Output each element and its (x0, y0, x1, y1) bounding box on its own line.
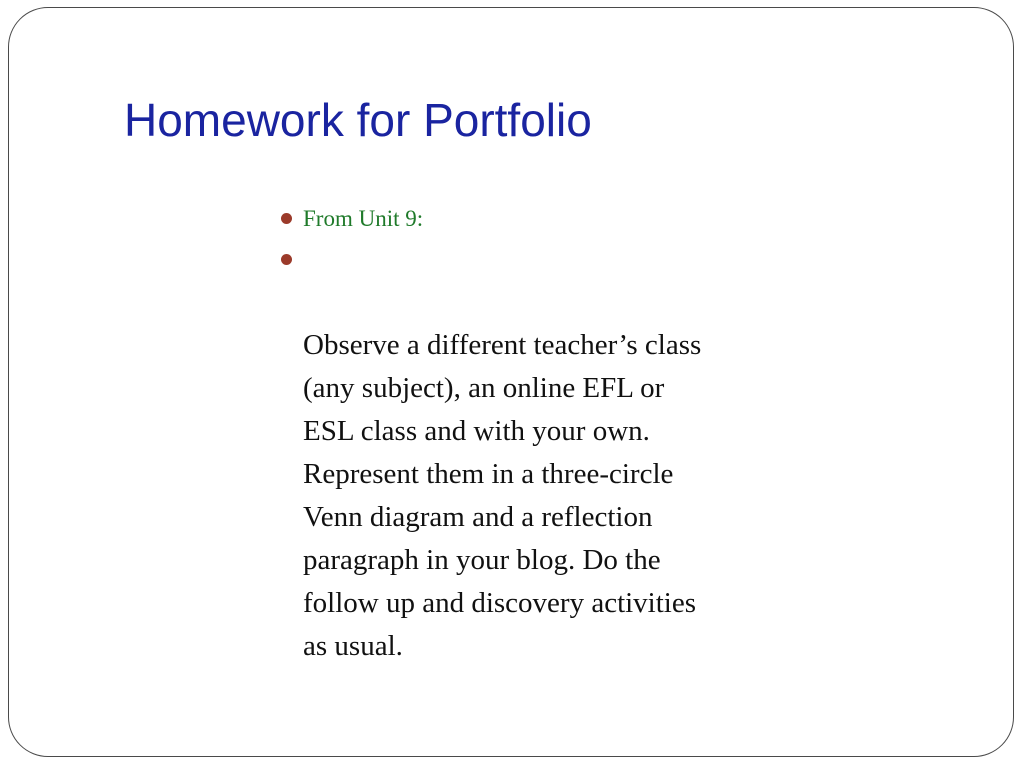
slide-title: Homework for Portfolio (124, 94, 592, 146)
bullet-item-from-unit (280, 204, 790, 234)
bullet-list (280, 204, 790, 668)
bullet-text-from-unit: From Unit 9: (303, 206, 424, 231)
bullet-dot-icon (281, 254, 292, 265)
bullet-text-assignment: Observe a different teacher’s class (any subject), an online EFL or ESL class and with your own. Represent them in a three-circle Venn diagram and a reflection paragraph in your blog. Do the follow up and discovery activities as usual. (303, 329, 702, 662)
bullet-dot-icon (281, 213, 292, 224)
slide-frame (8, 7, 1014, 757)
bullet-item-assignment (280, 238, 790, 668)
